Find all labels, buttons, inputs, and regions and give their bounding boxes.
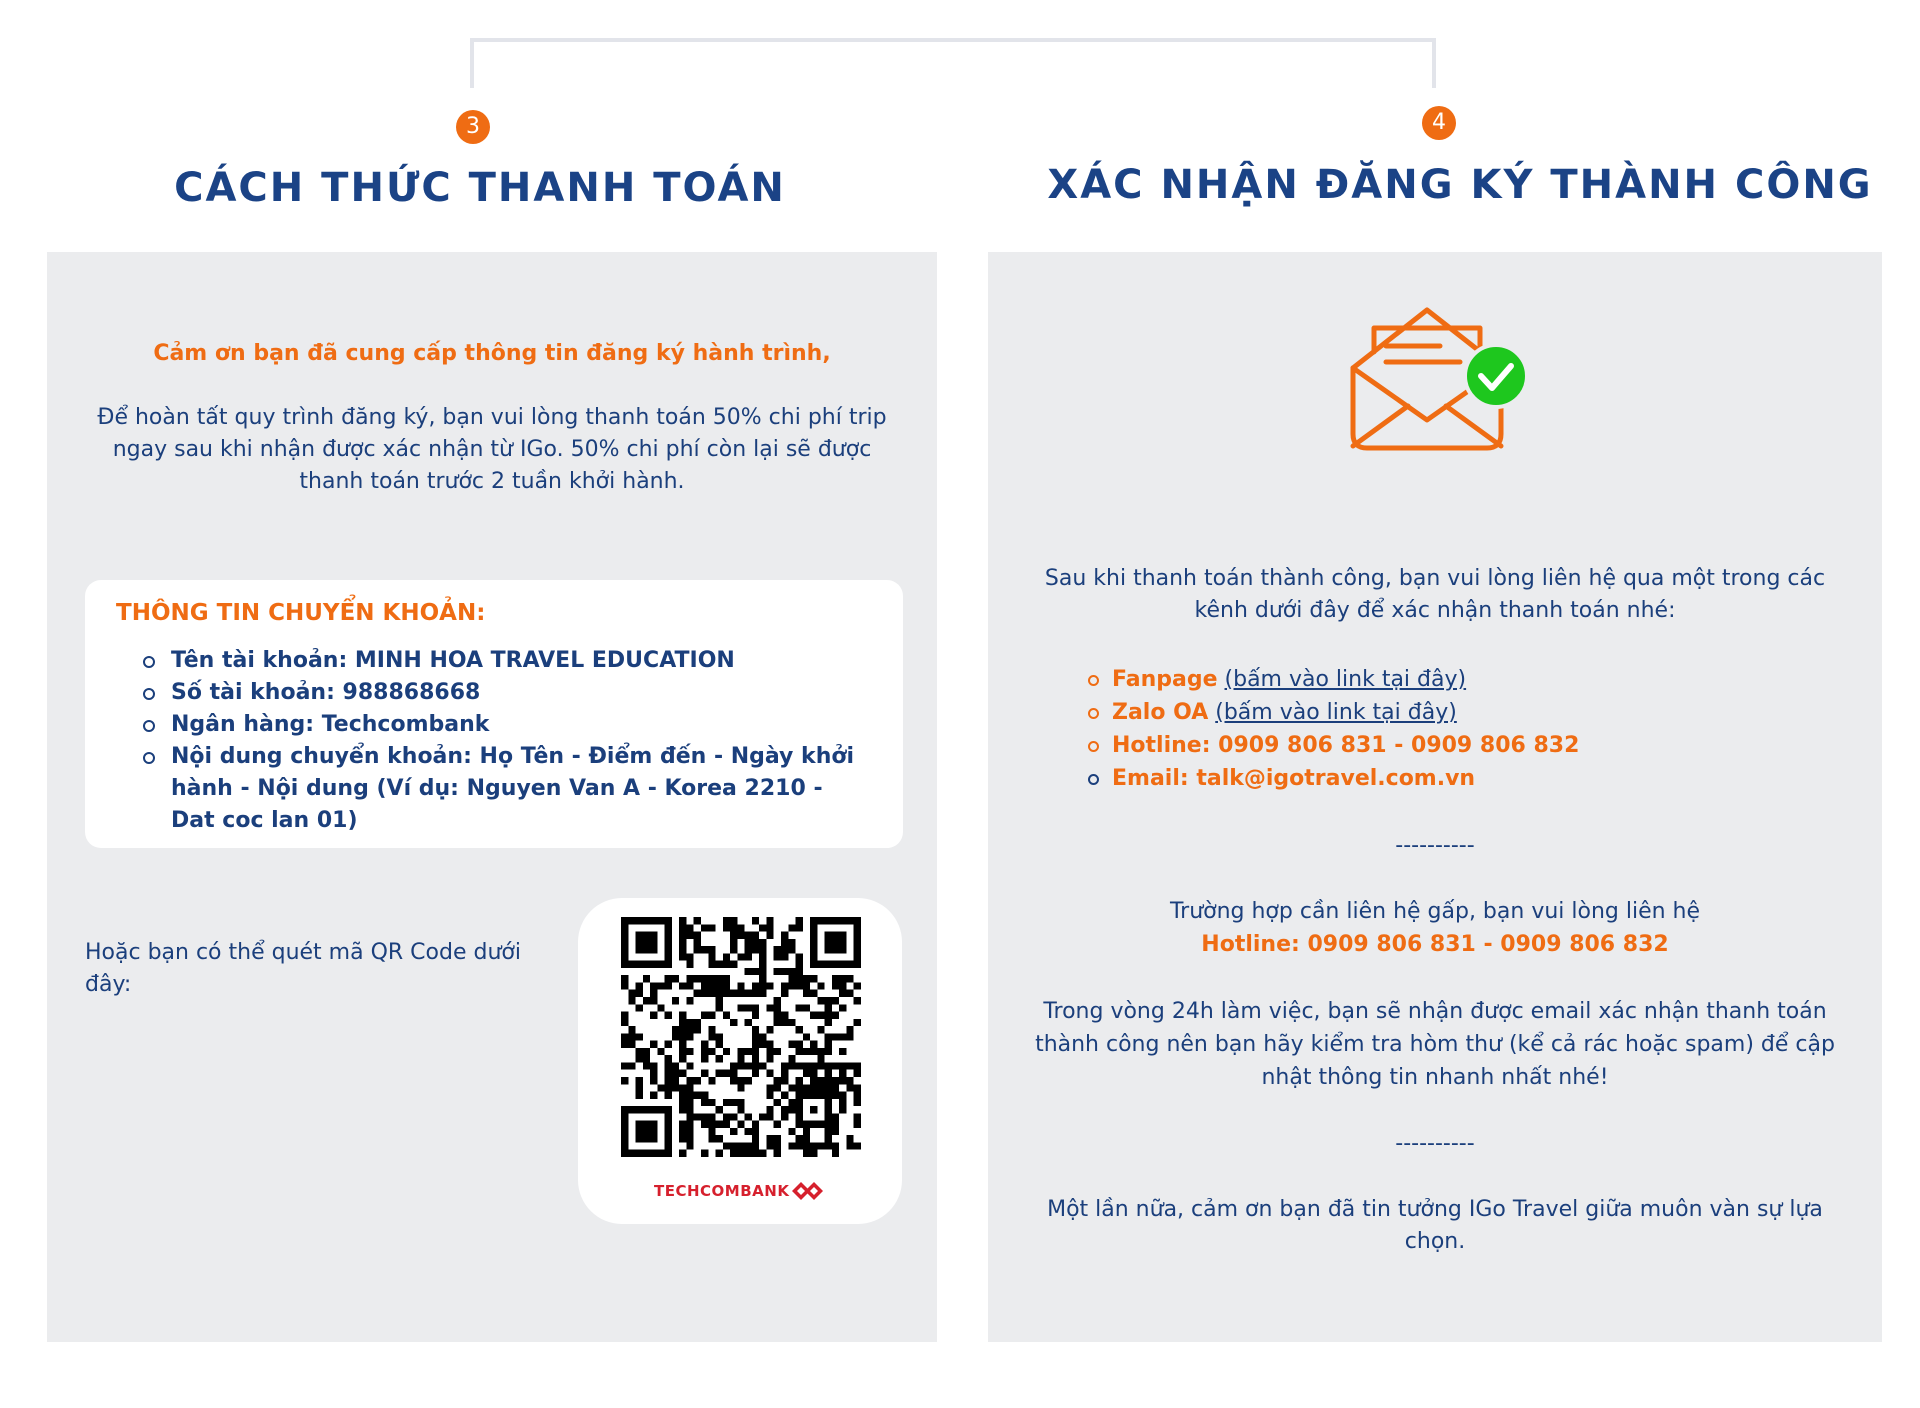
confirm-within: Trong vòng 24h làm việc, bạn sẽ nhận được email xác nhận thanh toán thành công nên bạn hãy kiểm tra hòm thư (kể cả rác hoặc spam) để cập nhật thông tin nhanh nhất nhé! (1035, 999, 1835, 1090)
transfer-title: THÔNG TIN CHUYỂN KHOẢN: (116, 600, 486, 626)
channel-zalo (1088, 696, 1808, 729)
zalo-label: Zalo OA (1112, 700, 1209, 725)
contact-channels (1088, 663, 1808, 795)
channel-email (1088, 762, 1808, 795)
urgent-hotline: Hotline: 0909 806 831 - 0909 806 832 (1201, 932, 1669, 957)
account-name: Tên tài khoản: MINH HOA TRAVEL EDUCATION (143, 645, 863, 677)
zalo-link[interactable]: (bấm vào link tại đây) (1215, 700, 1457, 725)
fanpage-label: Fanpage (1112, 667, 1218, 692)
transfer-content: Nội dung chuyển khoản: Họ Tên - Điểm đến - Ngày khởi hành - Nội dung (Ví dụ: Nguyen Van A - Korea 2210 - Dat coc lan 01) (143, 741, 863, 837)
hotline-label: Hotline: 0909 806 831 - 0909 806 832 (1112, 733, 1580, 758)
thanks-again: Một lần nữa, cảm ơn bạn đã tin tưởng IGo Travel giữa muôn vàn sự lựa chọn. (1047, 1197, 1823, 1254)
step-4-badge: 4 (1422, 106, 1456, 140)
transfer-list (143, 645, 863, 837)
channel-hotline (1088, 729, 1808, 762)
confirm-title: XÁC NHẬN ĐĂNG KÝ THÀNH CÔNG (1047, 162, 1873, 208)
qr-prompt: Hoặc bạn có thể quét mã QR Code dưới đây: (85, 940, 521, 997)
envelope-check-icon (1348, 306, 1530, 456)
payment-thanks: Cảm ơn bạn đã cung cấp thông tin đăng ký hành trình, (153, 341, 831, 366)
qr-code (621, 917, 861, 1157)
step-3-badge: 3 (456, 110, 490, 144)
divider-1: ---------- (1395, 833, 1475, 858)
urgent-text: Trường hợp cần liên hệ gấp, bạn vui lòng liên hệ (1169, 899, 1701, 924)
payment-instructions: Để hoàn tất quy trình đăng ký, bạn vui lòng thanh toán 50% chi phí trip ngay sau khi nhận được xác nhận từ IGo. 50% chi phí còn lại sẽ được thanh toán trước 2 tuần khởi hành. (97, 405, 887, 494)
divider-2: ---------- (1395, 1131, 1475, 1156)
step-connector (470, 38, 1436, 88)
payment-title: CÁCH THỨC THANH TOÁN (174, 165, 786, 211)
transfer-info-card (85, 580, 903, 848)
qr-card (578, 898, 902, 1224)
fanpage-link[interactable]: (bấm vào link tại đây) (1224, 667, 1467, 692)
confirm-intro: Sau khi thanh toán thành công, bạn vui lòng liên hệ qua một trong các kênh dưới đây để xác nhận thanh toán nhé: (1044, 566, 1826, 623)
channel-fanpage (1088, 663, 1808, 696)
account-number: Số tài khoản: 988868668 (143, 677, 863, 709)
techcombank-logo-text: TECHCOMBANK (654, 1182, 790, 1200)
bank-name: Ngân hàng: Techcombank (143, 709, 863, 741)
techcombank-logo-icon (792, 1180, 828, 1202)
email-label: Email: talk@igotravel.com.vn (1112, 766, 1476, 791)
